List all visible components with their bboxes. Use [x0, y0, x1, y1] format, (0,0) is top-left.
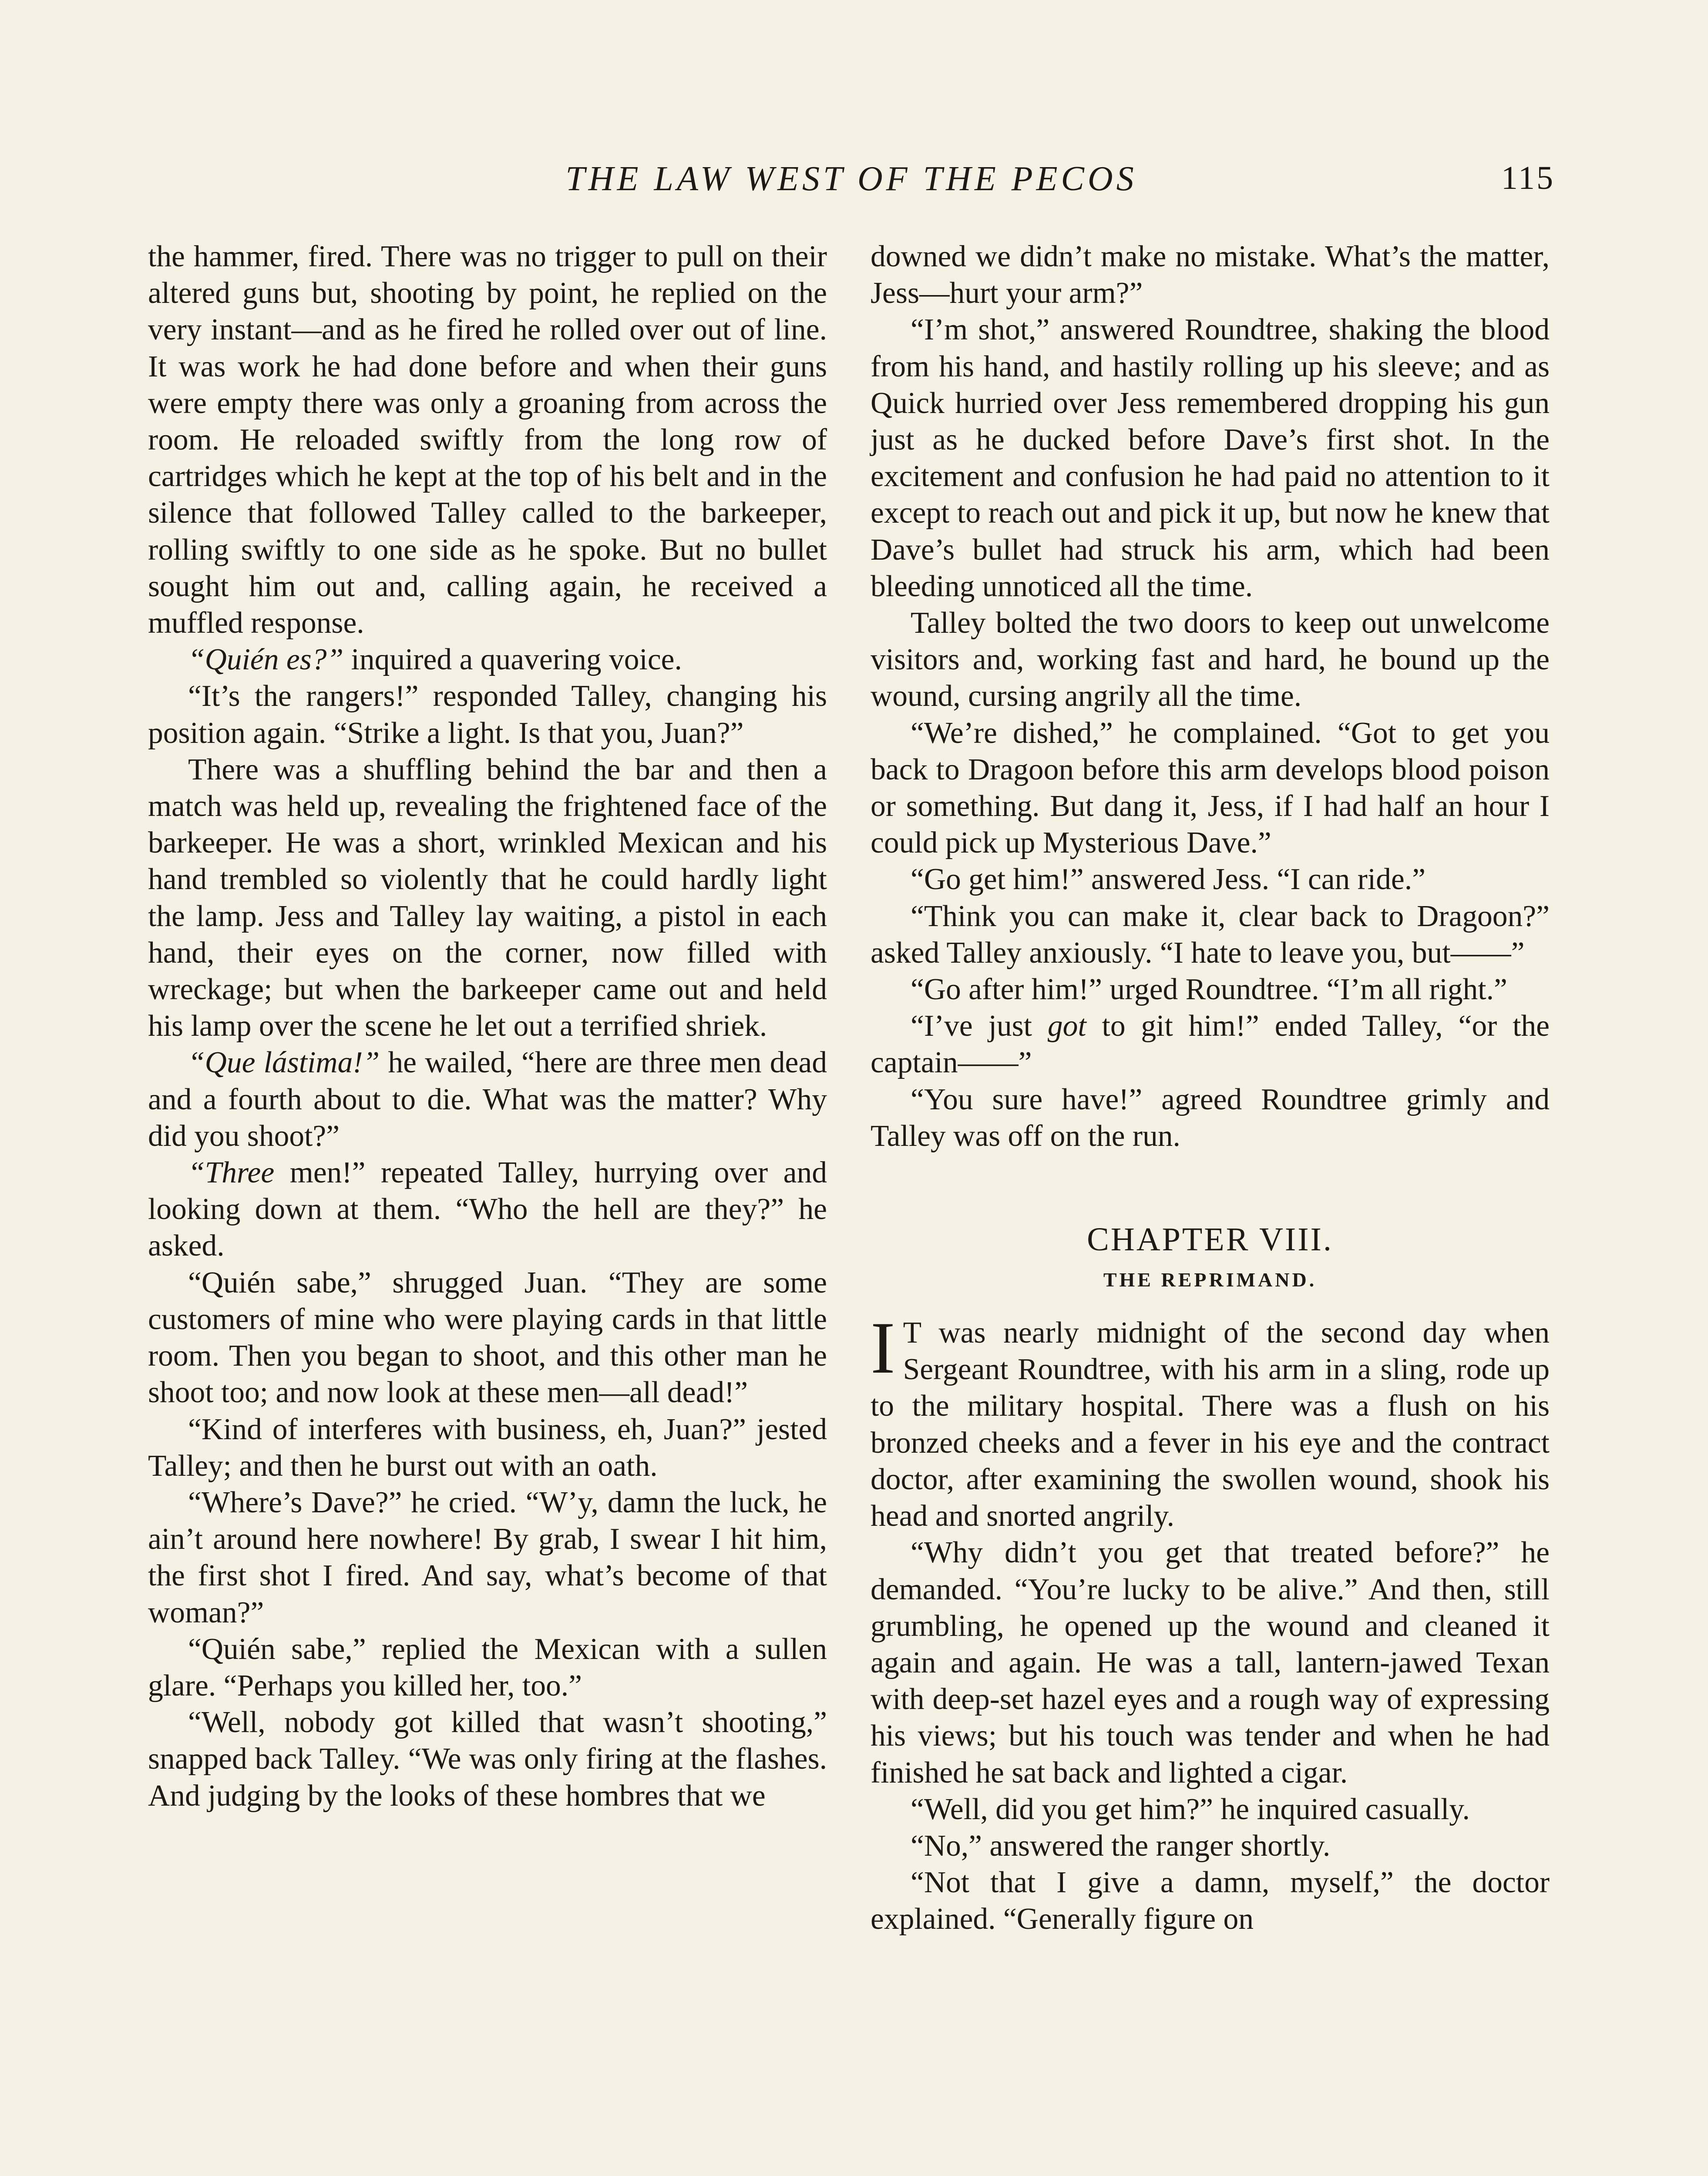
paragraph: “Well, nobody got killed that wasn’t shooting,” snapped back Talley. “We was only firing at the flashes. And judging by the looks of these hombres that we	[148, 1706, 827, 1813]
paragraph-text: he wailed, “here are three men dead and a fourth about to die. What was the matter? Why did you shoot?”	[148, 1046, 827, 1153]
running-head	[148, 159, 1555, 207]
paragraph-text: “I’ve just	[911, 1009, 1048, 1043]
paragraph: “Quién sabe,” replied the Mexican with a sullen glare. “Perhaps you killed her, too.”	[148, 1632, 827, 1703]
paragraph	[148, 641, 827, 678]
paragraph-text: inquired a quavering voice.	[343, 643, 682, 677]
paragraph: “It’s the rangers!” responded Talley, changing his position again. “Strike a light. Is that you, Juan?”	[148, 679, 827, 750]
paragraph: “Not that I give a damn, myself,” the doctor explained. “Generally figure on	[871, 1866, 1550, 1936]
paragraph: “Where’s Dave?” he cried. “W’y, damn the luck, he ain’t around here nowhere! By grab, I swear I hit him, the first shot I fired. And say, what’s become of that woman?”	[148, 1485, 827, 1629]
paragraph	[871, 1008, 1550, 1081]
italic-phrase: “Que lástima!”	[188, 1046, 380, 1080]
italic-phrase: got	[1047, 1009, 1086, 1043]
paragraph-text: men!” repeated Talley, hurrying over and looking down at them. “Who the hell are they?” he asked.	[148, 1156, 827, 1263]
paragraph	[148, 1044, 827, 1155]
italic-phrase: “Three	[188, 1156, 275, 1190]
drop-cap: I	[871, 1307, 895, 1389]
paragraph: the hammer, fired. There was no trigger to pull on their altered guns but, shooting by point, he replied on the very instant—and as he fired he rolled over out of line. It was work he had done before and when their guns were empty there was only a groaning from across the room. He reloaded swiftly from the long row of cartridges which he kept at the top of his belt and in the silence that followed Talley called to the barkeeper, rolling swiftly to one side as he spoke. But no bullet sought him out and, calling again, he received a muffled response.	[148, 240, 827, 640]
paragraph-text: to git him!” ended Talley, “or the captain——”	[871, 1009, 1550, 1080]
paragraph: Talley bolted the two doors to keep out unwelcome visitors and, working fast and hard, he bound up the wound, cursing angrily all the time.	[871, 606, 1550, 713]
page-number: 115	[1501, 160, 1555, 196]
paragraph: “Go after him!” urged Roundtree. “I’m all right.”	[911, 973, 1507, 1007]
chapter-title: CHAPTER VIII.	[1087, 1221, 1333, 1258]
paragraph: “Quién sabe,” shrugged Juan. “They are some customers of mine who were playing cards in that little room. Then you began to shoot, and this other man he shoot too; and now look at these men—all dead!”	[148, 1266, 827, 1410]
paragraph: There was a shuffling behind the bar and then a match was held up, revealing the frightened face of the barkeeper. He was a short, wrinkled Mexican and his hand trembled so violently that he could hardly light the lamp. Jess and Talley lay waiting, a pistol in each hand, their eyes on the corner, now filled with wreckage; but when the barkeeper came out and held his lamp over the scene he let out a terrified shriek.	[148, 752, 827, 1043]
paragraph: “Well, did you get him?” he inquired casually.	[911, 1792, 1470, 1826]
left-column	[148, 238, 827, 1814]
paragraph-text: T was nearly midnight of the second day when Sergeant Roundtree, with his arm in a sling, rode up to the military hospital. There was a flush on his bronzed cheeks and a fever in his eye and the contract doctor, after examining the swollen wound, shook his head and snorted angrily.	[871, 1316, 1550, 1533]
opening-paragraph	[871, 1307, 1550, 1535]
paragraph: “I’m shot,” answered Roundtree, shaking the blood from his hand, and hastily rolling up his sleeve; and as Quick hurried over Jess remembered dropping his gun just as he ducked before Dave’s first shot. In the excitement and confusion he had paid no attention to it except to reach out and pick it up, but now he knew that Dave’s bullet had struck his arm, which had been bleeding unnoticed all the time.	[871, 313, 1550, 603]
paragraph: “Think you can make it, clear back to Dragoon?” asked Talley anxiously. “I hate to leave you, but——”	[871, 899, 1550, 970]
running-title: THE LAW WEST OF THE PECOS	[565, 160, 1137, 198]
paragraph: “We’re dished,” he complained. “Got to get you back to Dragoon before this arm develops blood poison or something. But dang it, Jess, if I had half an hour I could pick up Mysterious Dave.”	[871, 716, 1550, 860]
paragraph: “No,” answered the ranger shortly.	[911, 1829, 1331, 1863]
paragraph: “Kind of interferes with business, eh, Juan?” jested Talley; and then he burst out with an oath.	[148, 1412, 827, 1483]
paragraph: “Go get him!” answered Jess. “I can ride.”	[911, 863, 1426, 897]
paragraph: “Why didn’t you get that treated before?” he demanded. “You’re lucky to be alive.” And then, still grumbling, he opened up the wound and cleaned it again and again. He was a tall, lantern-jawed Texan with deep-set hazel eyes and a rough way of expressing his views; but his touch was tender and when he had finished he sat back and lighted a cigar.	[871, 1536, 1550, 1790]
italic-phrase: “Quién es?”	[188, 643, 344, 677]
right-column	[871, 238, 1550, 1938]
paragraph: “You sure have!” agreed Roundtree grimly and Talley was off on the run.	[871, 1082, 1550, 1153]
paragraph: downed we didn’t make no mistake. What’s the matter, Jess—hurt your arm?”	[871, 240, 1550, 310]
chapter-subtitle: THE REPRIMAND.	[1103, 1269, 1317, 1291]
paragraph	[148, 1155, 827, 1265]
